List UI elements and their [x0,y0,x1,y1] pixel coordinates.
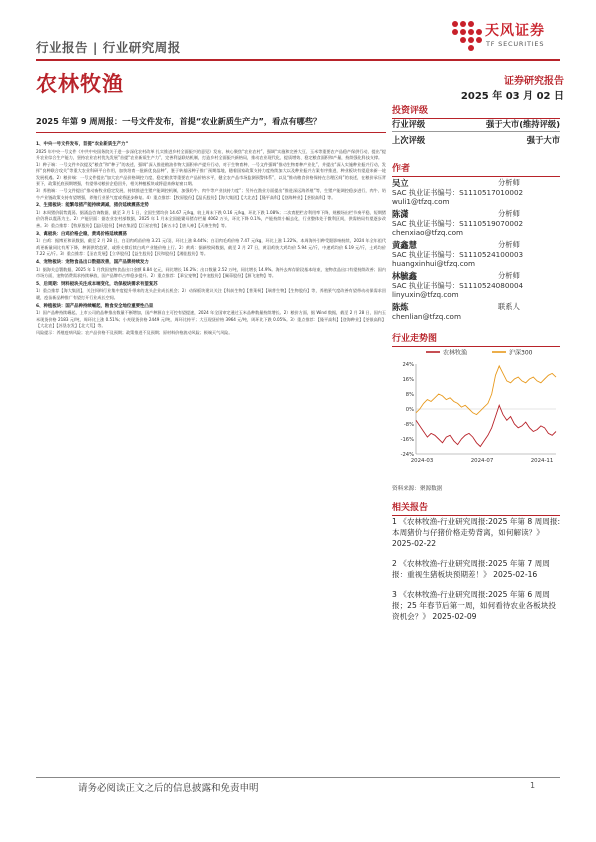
title-divider [36,132,386,133]
report-title: 2025 年第 9 周周报：一号文件发布，首提“农业新质生产力”，看点有哪些？ [36,116,322,126]
y-tick-label: 8% [405,392,414,398]
report-date: 2025 年 03 月 02 日 [460,91,564,102]
author-name: 吴立 [392,178,409,188]
chart-source: 资料来源：聚源数据 [392,486,443,492]
header-divider [36,59,560,61]
author-role: 联系人 [498,302,520,311]
author-cert: SAC 执业证书编号：S1110524100003 [392,250,524,259]
legend-label: 农林牧渔 [443,349,468,357]
author-email[interactable]: chenxiao@tfzq.com [392,228,464,237]
author-email[interactable]: huangxinhui@tfzq.com [392,259,476,268]
y-tick-label: -24% [400,452,414,458]
body-paragraph: 1）国产品种持续崛起，上市公司的品种推出数量不断增加，国产种源自主可控有望提速，2024 年全国审定通过玉米品种数量持续增长。2）粮价方面，据 Wind 数据，截至 2 月 28 日，国内玉米现货价格 2183 元/吨，周环比上涨 0.51%；小麦现货价格 2449 元/吨，周环比持平；大豆现货价格 3964 元/吨，周环比下跌 0.05%。3）重点推荐：【隆平高科】【登海种业】【荃银高科】【大北农】【苏垦农发】【北大荒】等。 [36,310,386,329]
body-section-heading: 5、后周期：饲料板块关注成本端变化，动保板块需求有望复苏 [36,281,158,287]
body-paragraph: 1）据海关总署数据，2025 年 1 月我国宠物食品出口金额 8.84 亿元，同比增长 16.2%；出口数量 2.52 万吨，同比增长 14.9%。海外去库存阶段基本结束，宠物食品出口有望持续改善；国内市场方面，宠物消费需求持续释放，国产品牌市占率稳步提升。2）重点推荐：【乖宝宠物】【中宠股份】【佩蒂股份】【源飞宠物】等。 [36,266,386,279]
footer-disclaimer: 请务必阅读正文之后的信息披露和免责申明 [78,783,259,794]
related-report-item[interactable]: 1 《农林牧渔-行业研究周报:2025 年第 8 周周报: 本周猪价与仔猪价格走势背离，如何解读？》 2025-02-22 [392,517,560,549]
body-paragraph: 风险提示：养殖疫病风险；农产品价格不及预期；政策推进不及预期；原材料价格波动风险；极端天气风险。 [36,329,233,335]
body-paragraph: 3）养殖端：一号文件提出“推动畜牧业稳定发展，持续推进生猪产能调控机制，加强奶牛、肉牛等产业扶持力度”；另外在渔业方面提出“推进深远海养殖”等，生猪产能调控稳步进行，肉牛、奶牛产业链政策支持有望增强，养殖行业景气度或将逐步修复。4）重点推荐：【牧原股份】【温氏股份】【海大集团】【大北农】【隆平高科】【登海种业】【荃银高科】等。 [36,188,386,200]
rating-divider [392,131,560,132]
body-section-heading: 1、中央一号文件发布，首提“农业新质生产力” [36,142,129,148]
footer-divider [36,777,560,778]
author-email[interactable]: chenlian@tfzq.com [392,312,461,321]
y-tick-label: -8% [403,422,414,428]
body-paragraph: 1）种子端：一号文件多次提及“粮食”和“种子”的表述，强调“深入推进粮油作物大面积单产提升行动，对于生物育种、一号文件强调“推动生物育种产业化”，并提出“深入实施种业振兴行动，发挥“良种联合攻关”等重大农业科研平台作用，加快培育一批新优良品种”，鉴于转基因种子推广预期落地，随着国家政策支持力度持续加大以及种业振兴方案有序推进，种业板块有望迎来新一轮发展机遇。2）粮价端：一号文件提出“加大农产品价格调控力度，稳定粮食等重要农产品价格水平，健全农产品市场监测预警体系”，以及“推动粮食价格保持在合理区间”的表述，在粮价承压背景下，政策托底预期增强，有望带动粮价企稳回升，相关种植板块或将迎来修复窗口期。 [36,161,386,187]
rating-label: 行业评级 [392,119,426,129]
series-line [416,366,556,415]
report-type: 证券研究报告 [504,76,564,87]
author-cert: SAC 执业证书编号：S1110519070002 [392,219,524,228]
y-tick-label: 16% [402,377,414,383]
body-section-heading: 4、宠物板块：宠物食品出口数据改善，国产品牌持续发力 [36,260,149,266]
body-section-heading: 3、禽板块：白鸡价格企稳，黄鸡价格延续震荡 [36,231,127,237]
tf-securities-logo [452,19,562,51]
y-tick-label: -16% [400,437,414,443]
rating-row-current [392,118,560,130]
author-role: 分析师 [498,209,520,218]
logo-text-cn: 天风证券 [485,23,545,39]
chart-heading: 行业走势图 [392,331,560,347]
page-number: 1 [530,781,536,790]
related-heading: 相关报告 [392,500,560,516]
body-section-heading: 2、生猪板块：能繁母猪产能持续调减，猪价延续震荡走势 [36,203,149,209]
body-paragraph: 1）白鸡：据博亚和讯数据，截至 2 月 28 日，白羽肉鸡苗价格 3.21 元/羽，环比上涨 8.44%；白羽肉毛鸡价格 7.47 元/kg，环比上涨 1.22%。本周海外引种受限影响持续，2024 年全年祖代鸡更新量同比有所下降，种源供给趋紧，或将支撑后续白鸡产业链价格上行。2）黄鸡：据新牧网数据，截至 2 月 27 日，黄羽鸡快大鸡均价 5.94 元/斤，中速鸡均价 6.19 元/斤，土鸡均价 7.22 元/斤。3）重点推荐：【圣农发展】【立华股份】【益生股份】【民和股份】【湘佳股份】等。 [36,238,386,257]
author-name: 林毓鑫 [392,271,417,281]
related-report-item[interactable]: 2 《农林牧渔-行业研究周报:2025 年第 7 周周报：重视生猪板块预期差！》 2025-02-16 [392,559,550,580]
x-tick-label: 2024-07 [470,458,494,464]
x-tick-label: 2024-11 [530,458,554,464]
rating-value: 强于大市(维持评级) [486,119,560,129]
report-body [36,140,386,336]
logo-dots-icon [452,21,480,49]
author-email[interactable]: wuli1@tfzq.com [392,197,450,206]
sector-title: 农林牧渔 [36,72,124,96]
authors-heading: 作者 [392,161,560,177]
author-email[interactable]: linyuxin@tfzq.com [392,290,459,299]
logo-text-en: TF SECURITIES [486,40,545,48]
legend-label: 沪深300 [509,349,533,357]
author-role: 分析师 [498,271,520,280]
author-cert: SAC 执业证书编号：S1110517010002 [392,188,524,197]
author-name: 黄鑫慧 [392,240,417,250]
body-paragraph: 1）重点推荐【海大集团】，关注饲料行业集中度提升带来的龙头企业成长机会；2）动保板块建议关注【科前生物】【普莱柯】【瑞普生物】【生物股份】等，养殖景气度改善有望带动动保需求回暖，疫苗新品种推广有望打开行业成长空间。 [36,288,386,300]
report-category: 行业报告 | 行业研究周报 [36,40,181,55]
y-tick-label: 24% [402,362,414,368]
body-paragraph: 2025 年中央一号文件《中共中央国务院关于进一步深化农村改革 扎实推进乡村全面振兴的意见》发布，核心聚焦“农业农村”，强调“实施和完善大豆、玉米等重要农产品稳产保供行动，提出“提升农业综合生产能力，坚持农业农村优先发展”首提“农业新质生产力”，完善利益联结机制，打造乡村全面振兴新格局，推动农业现代化、提质增效、稳定粮食面积和产量，持续强化科技支撑。 [36,148,386,161]
x-tick-label: 2024-03 [410,458,434,464]
trend-chart-svg [392,346,560,482]
rating-label: 上次评级 [392,135,426,145]
body-paragraph: 1）本周猪价弱势震荡。据涌益咨询数据，截至 3 月 1 日，全国生猪均价 14.67 元/kg，较上周末下跌 0.16 元/kg，环比下跌 1.08%；二次育肥栏舍利用率下降，规模场出栏节奏平稳，短期猪价仍将以震荡为主。2）产能层面：据农业农村部数据，2025 年 1 月末全国能繁母猪存栏量 4062 万头，环比下降 0.1%，产能持续小幅去化，行业整体处于微利区间，供需格局有望逐步改善。3）重点推荐：【牧原股份】【温氏股份】【神农集团】【巨星农牧】【新五丰】【唐人神】【天康生物】等。 [36,209,386,228]
y-tick-label: 0% [405,407,414,413]
body-section-heading: 6、种植板块：国产品种持续崛起，粮食安全地位重要性凸显 [36,303,154,309]
author-role: 分析师 [498,240,520,249]
industry-trend-chart [392,346,560,468]
rating-heading: 投资评级 [392,103,560,119]
related-report-item[interactable]: 3 《农林牧渔-行业研究周报:2025 年第 6 周周报；25 年春节后第一周，如何看待农业各板块投资机会？》 2025-02-09 [392,590,556,622]
author-name: 陈炼 [392,302,409,312]
author-role: 分析师 [498,178,520,187]
series-line [416,405,556,446]
author-cert: SAC 执业证书编号：S1110524080004 [392,281,524,290]
author-name: 陈潇 [392,209,409,219]
rating-row-previous [392,134,560,146]
rating-value: 强于大市 [526,135,560,145]
